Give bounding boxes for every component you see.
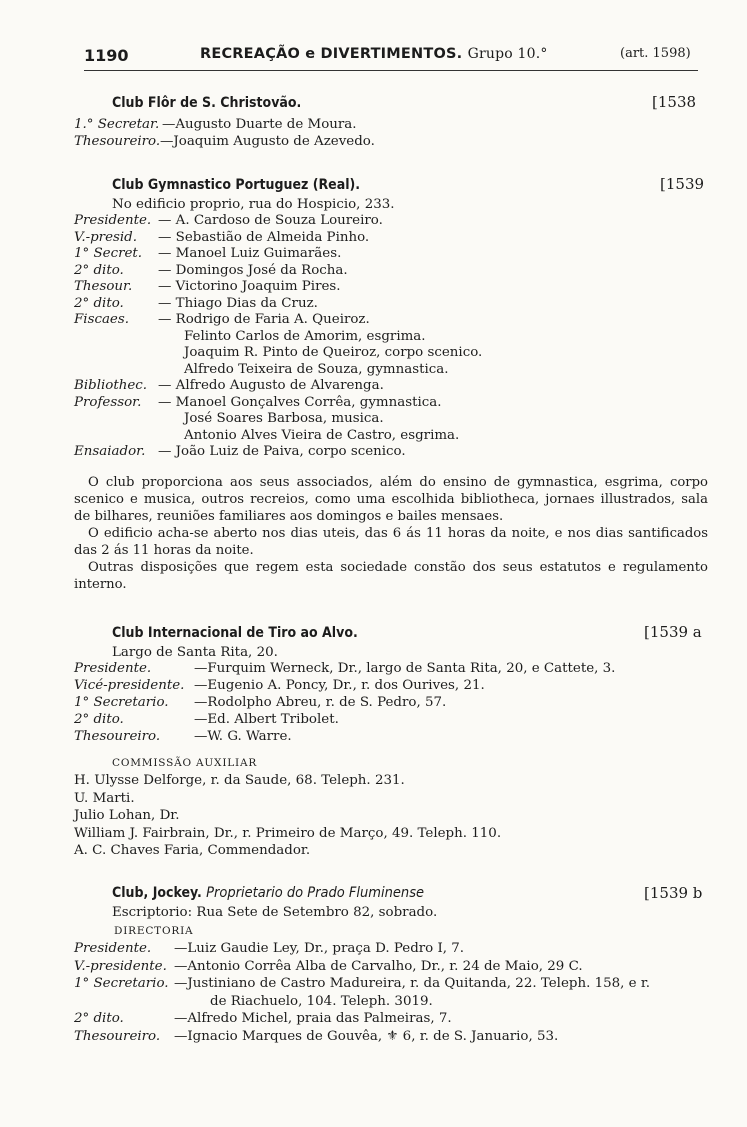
page-number: 1190: [84, 46, 129, 65]
member-entry: —Eugenio A. Poncy, Dr., r. dos Ourives, 21.: [194, 678, 485, 693]
role-label: V.-presidente.: [74, 958, 167, 974]
role-label: Thesour.: [74, 279, 133, 294]
role-label: 2° dito.: [74, 712, 124, 727]
member-entry: —Augusto Duarte de Moura.: [162, 117, 357, 132]
club-office: Escriptorio: Rua Sete de Setembro 82, sobrado.: [112, 905, 438, 920]
club-jockey-ref: [1539 b: [644, 884, 703, 902]
club-flor-ref: [1538: [652, 93, 697, 111]
member-entry: —Ignacio Marques de Gouvêa, ⚜ 6, r. de S. Januario, 53.: [174, 1028, 559, 1044]
role-label: Thesoureiro.: [74, 729, 161, 744]
member-entry: —Furquim Werneck, Dr., largo de Santa Rita, 20, e Cattete, 3.: [194, 661, 616, 676]
member-entry: —Joaquim Augusto de Azevedo.: [160, 134, 375, 149]
role-label: Fiscaes.: [74, 312, 129, 327]
member-entry: —W. G. Warre.: [194, 729, 292, 744]
header-rule: [84, 70, 698, 71]
role-label: Presidente.: [74, 941, 152, 956]
commission-member: H. Ulysse Delforge, r. da Saude, 68. Teleph. 231.: [74, 773, 405, 788]
club-gymnastico-description: [74, 474, 708, 593]
member-entry: de Riachuelo, 104. Teleph. 3019.: [210, 993, 433, 1009]
member-entry: Felinto Carlos de Amorim, esgrima.: [184, 328, 426, 344]
role-label: 1° Secretario.: [74, 976, 169, 991]
member-entry: — Domingos José da Rocha.: [158, 262, 348, 278]
club-tiro-title: Club Internacional de Tiro ao Alvo.: [112, 625, 358, 641]
club-jockey-title: [112, 885, 424, 901]
member-entry: Antonio Alves Vieira de Castro, esgrima.: [184, 427, 460, 443]
member-entry: —Justiniano de Castro Madureira, r. da Quitanda, 22. Teleph. 158, e r.: [174, 976, 651, 991]
club-jockey-subtitle: Proprietario do Prado Fluminense: [206, 885, 425, 901]
member-entry: — Rodrigo de Faria A. Queiroz.: [158, 312, 370, 327]
club-address: No edificio proprio, rua do Hospicio, 233.: [112, 197, 395, 212]
role-label: Vicé-presidente.: [74, 678, 185, 693]
member-entry: — Alfredo Augusto de Alvarenga.: [158, 378, 384, 393]
member-entry: — Sebastião de Almeida Pinho.: [158, 229, 370, 245]
role-label: Bibliothec.: [74, 378, 148, 393]
commission-member: Julio Lohan, Dr.: [74, 808, 180, 823]
member-entry: —Antonio Corrêa Alba de Carvalho, Dr., r. 24 de Maio, 29 C.: [174, 958, 583, 974]
description-paragraph: Outras disposições que regem esta sociedade constão dos seus estatutos e regulamento interno.: [74, 560, 708, 592]
member-entry: —Rodolpho Abreu, r. de S. Pedro, 57.: [194, 695, 447, 710]
club-gymnastico-title: Club Gymnastico Portuguez (Real).: [112, 177, 361, 193]
role-label: Ensaiador.: [74, 444, 146, 459]
running-title: [200, 46, 548, 62]
member-entry: — Manoel Gonçalves Corrêa, gymnastica.: [158, 394, 442, 410]
member-entry: —Luiz Gaudie Ley, Dr., praça D. Pedro I, 7.: [174, 941, 465, 956]
member-entry: —Alfredo Michel, praia das Palmeiras, 7.: [174, 1011, 452, 1026]
group-label: Grupo 10.°: [467, 46, 548, 62]
role-label: 2° dito.: [74, 295, 124, 311]
role-label: 1° Secretario.: [74, 695, 169, 710]
role-label: Thesoureiro.: [74, 134, 161, 149]
member-entry: — A. Cardoso de Souza Loureiro.: [158, 213, 383, 228]
member-entry: — Victorino Joaquim Pires.: [158, 279, 341, 294]
role-label: Professor.: [74, 394, 142, 410]
member-entry: — Thiago Dias da Cruz.: [158, 295, 318, 311]
description-paragraph: O edificio acha-se aberto nos dias uteis, das 6 ás 11 horas da noite, e nos dias santificados das 2 ás 11 horas da noite.: [74, 526, 708, 558]
role-label: Presidente.: [74, 213, 152, 228]
role-label: 2° dito.: [74, 262, 124, 278]
role-label: Presidente.: [74, 661, 152, 676]
club-gymnastico-ref: [1539: [660, 175, 705, 193]
commission-title: COMMISSÃO AUXILIAR: [112, 757, 258, 769]
member-entry: Joaquim R. Pinto de Queiroz, corpo scenico.: [184, 345, 483, 360]
member-entry: Alfredo Teixeira de Souza, gymnastica.: [184, 361, 449, 377]
description-paragraph: O club proporciona aos seus associados, além do ensino de gymnastica, esgrima, corpo scenico e musica, outros recreios, como uma escolhida bibliotheca, jornaes illustrados, sala de bilhares, reuniões familiares aos domingos e bailes mensaes.: [74, 475, 708, 524]
member-entry: — Manoel Luiz Guimarães.: [158, 246, 342, 261]
club-jockey-name: Club, Jockey.: [112, 885, 202, 901]
commission-member: William J. Fairbrain, Dr., r. Primeiro de Março, 49. Teleph. 110.: [74, 825, 502, 841]
club-tiro-ref: [1539 a: [644, 623, 702, 641]
club-flor-title: Club Flôr de S. Christovão.: [112, 95, 302, 111]
article-label: (art. 1598): [620, 46, 691, 61]
role-label: 2° dito.: [74, 1011, 124, 1026]
commission-member: A. C. Chaves Faria, Commendador.: [74, 843, 311, 858]
role-label: 1° Secret.: [74, 246, 143, 261]
club-address: Largo de Santa Rita, 20.: [112, 645, 278, 660]
member-entry: —Ed. Albert Tribolet.: [194, 712, 339, 727]
role-label: 1.° Secretar.: [74, 117, 160, 132]
commission-member: U. Marti.: [74, 790, 135, 806]
role-label: V.-presid.: [74, 229, 137, 245]
directory-title: DIRECTORIA: [114, 925, 194, 937]
role-label: Thesoureiro.: [74, 1028, 161, 1044]
member-entry: — João Luiz de Paiva, corpo scenico.: [158, 444, 406, 459]
member-entry: José Soares Barbosa, musica.: [184, 411, 384, 426]
running-title-text: RECREAÇÃO e DIVERTIMENTOS.: [200, 46, 463, 62]
